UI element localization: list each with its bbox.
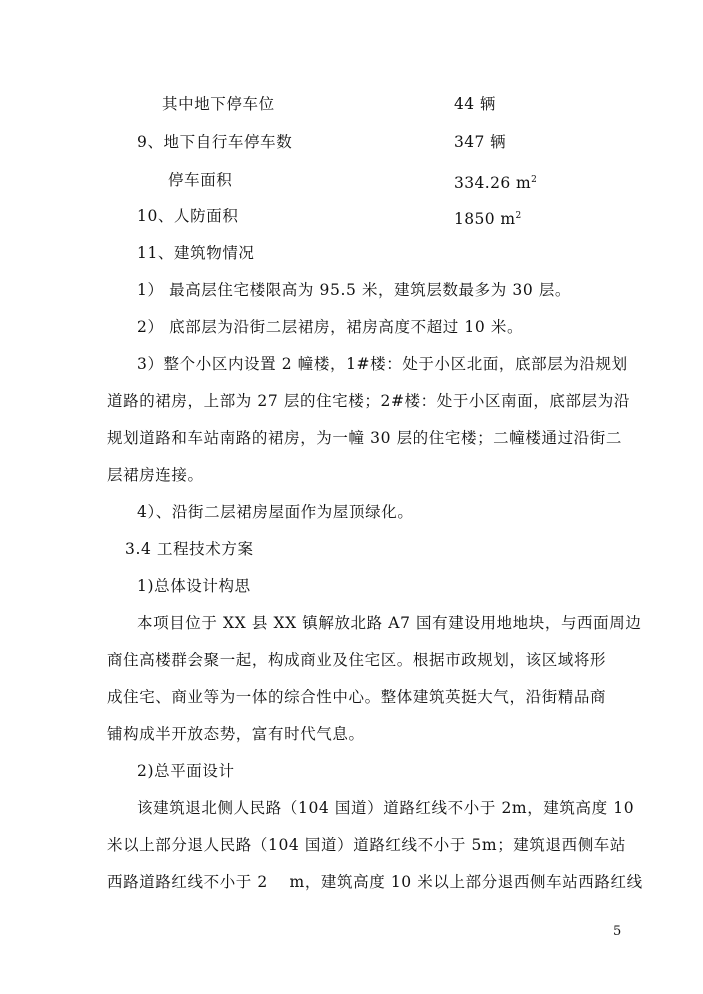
paragraph-line: 4）、沿街二层裙房屋面作为屋顶绿化。 [137,503,414,521]
paragraph-line: 1） 最高层住宅楼限高为 95.5 米，建筑层数最多为 30 层。 [137,281,572,299]
paragraph-line: 铺构成半开放态势，富有时代气息。 [107,725,365,743]
superscript: 2 [531,175,538,185]
paragraph-line: 规划道路和车站南路的裙房，为一幢 30 层的住宅楼；二幢楼通过沿街二 [107,429,622,447]
paragraph-line: 成住宅、商业等为一体的综合性中心。整体建筑英挺大气，沿街精品商 [107,688,607,706]
paragraph-line: 该建筑退北侧人民路（104 国道）道路红线不小于 2m，建筑高度 10 [137,799,635,817]
row-value [454,206,522,229]
page-number: 5 [613,924,622,939]
row-value: 347 辆 [454,133,507,151]
row-value [454,170,537,193]
paragraph-line: 道路的裙房，上部为 27 层的住宅楼；2#楼：处于小区南面，底部层为沿 [107,392,630,410]
section-heading: 3.4 工程技术方案 [125,540,254,558]
row-value-text: 1850 m [454,210,516,228]
row-label: 9、地下自行车停车数 [137,133,293,151]
paragraph-line: 本项目位于 XX 县 XX 镇解放北路 A7 国有建设用地地块，与西面周边 [137,614,642,632]
paragraph-line: 商住高楼群会聚一起，构成商业及住宅区。根据市政规划，该区域将形 [107,651,607,669]
row-label: 停车面积 [168,171,233,189]
row-label: 其中地下停车位 [162,95,275,113]
section-heading: 11、建筑物情况 [137,244,255,262]
row-value-text: 334.26 m [454,174,532,192]
paragraph-line: 3）整个小区内设置 2 幢楼，1#楼：处于小区北面，底部层为沿规划 [137,355,628,373]
paragraph-line: 西路道路红线不小于 2 m，建筑高度 10 米以上部分退西侧车站西路红线 [107,873,643,891]
row-value: 44 辆 [454,95,496,113]
paragraph-line: 米以上部分退人民路（104 国道）道路红线不小于 5m；建筑退西侧车站 [107,836,626,854]
superscript: 2 [515,211,522,221]
row-label: 10、人防面积 [137,207,239,225]
paragraph-line: 2） 底部层为沿街二层裙房，裙房高度不超过 10 米。 [137,318,524,336]
subsection-heading: 1)总体设计构思 [137,577,251,595]
subsection-heading: 2)总平面设计 [137,762,235,780]
paragraph-line: 层裙房连接。 [107,466,204,484]
